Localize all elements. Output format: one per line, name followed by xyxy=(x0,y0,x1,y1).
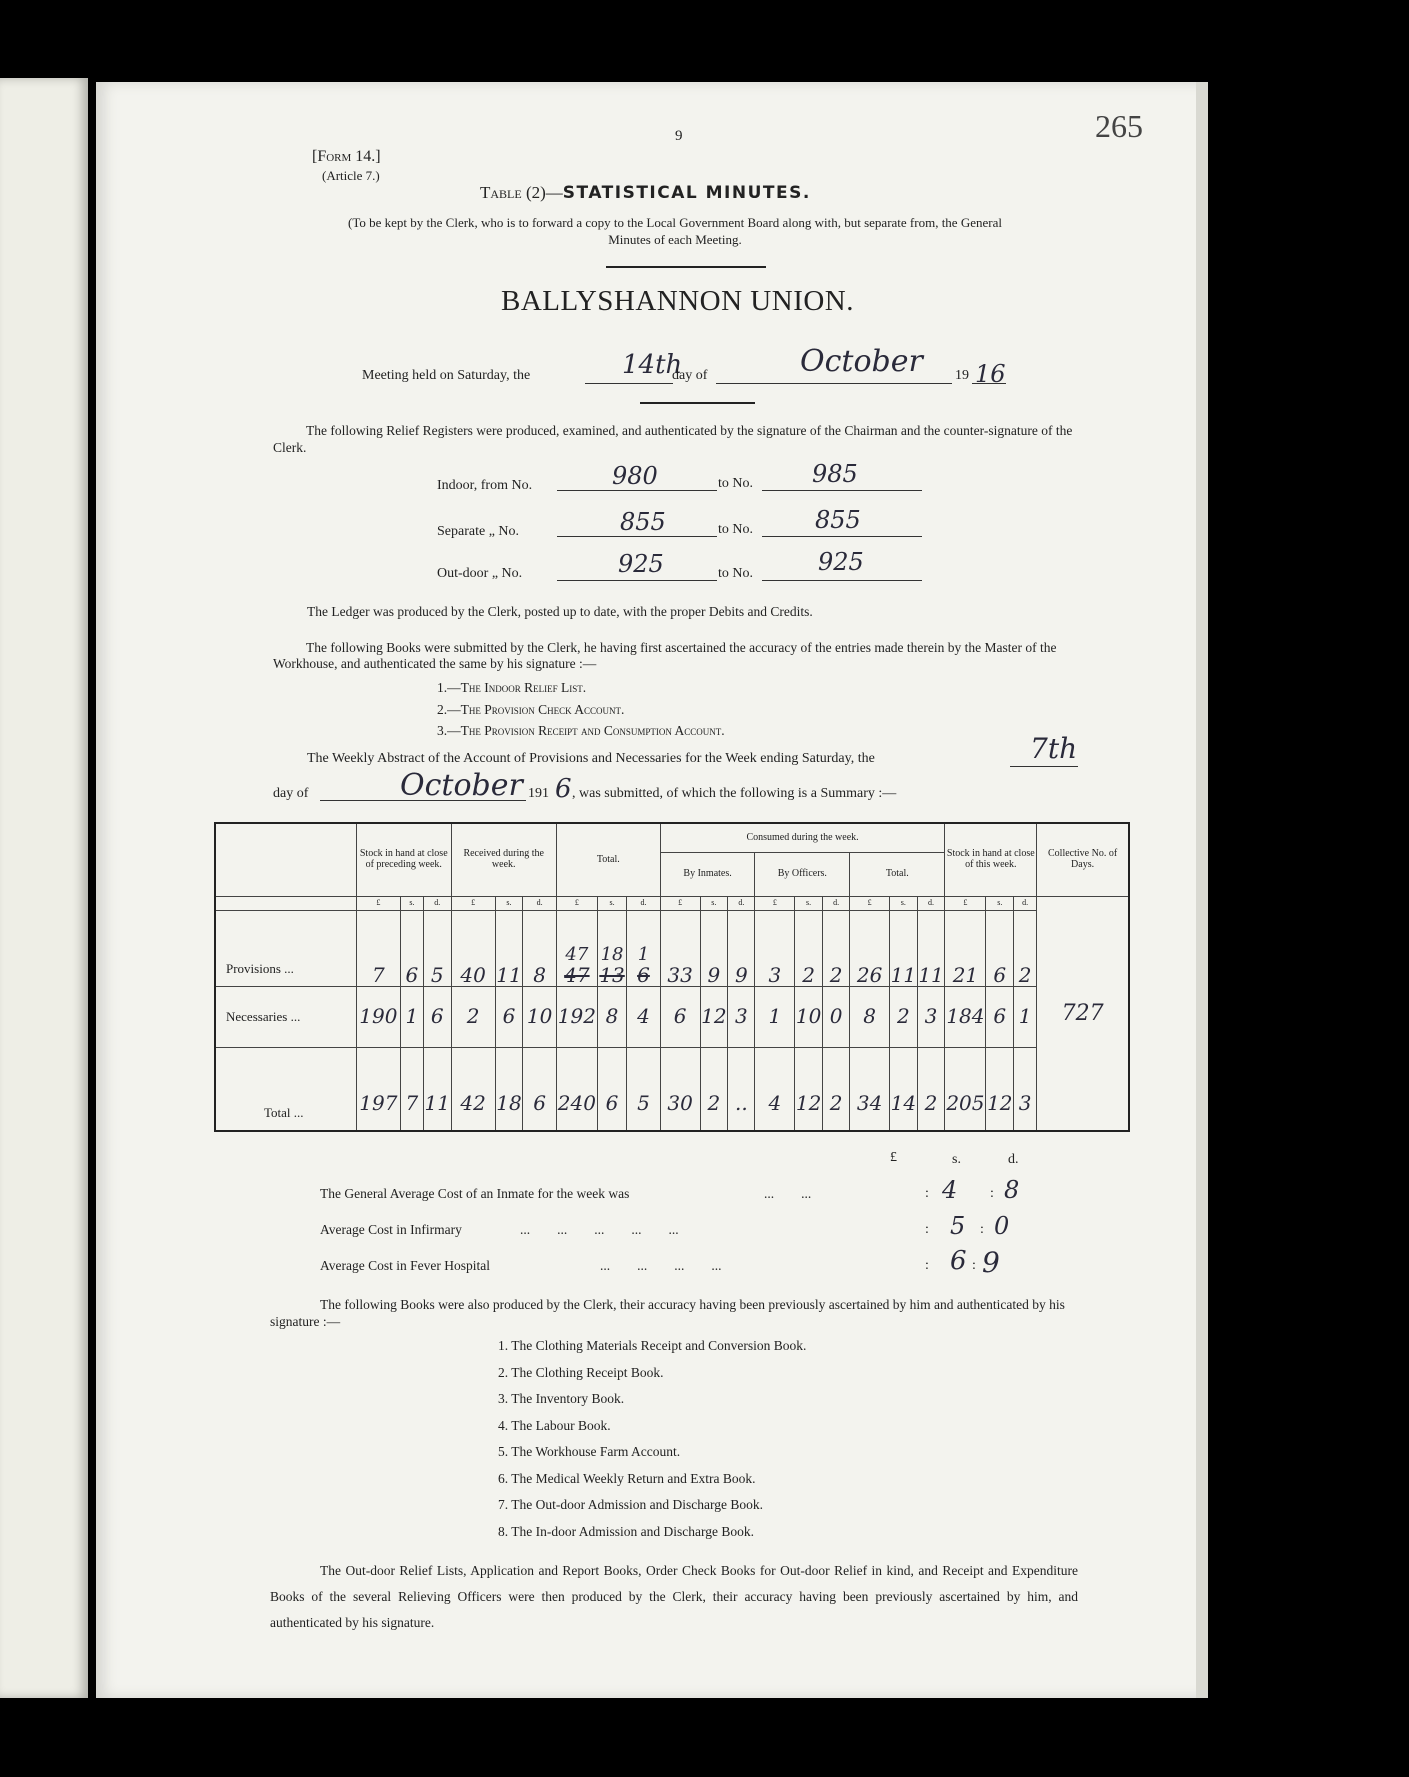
cell-value: 30 xyxy=(660,1047,700,1131)
cell-value: 7 xyxy=(400,1047,423,1131)
header-received: Received during the week. xyxy=(451,823,556,896)
clerk-books-intro: The following Books were also produced by the Clerk, their accuracy having been previously ascertained by him and authenticated by his signature :— xyxy=(270,1297,1065,1329)
unit-pence: d. xyxy=(822,896,849,911)
register-outdoor-to: 925 xyxy=(818,548,864,576)
cell-value xyxy=(597,911,626,986)
weekly-day: 7th xyxy=(1030,732,1078,765)
register-separate-to: 855 xyxy=(815,506,861,534)
meeting-day-of: day of xyxy=(672,368,708,383)
unit-shilling: s. xyxy=(400,896,423,911)
register-indoor-from: 980 xyxy=(612,462,658,490)
unit-pence: d. xyxy=(627,896,661,911)
cell-value: 2 xyxy=(1014,911,1037,986)
cell-value: 40 xyxy=(451,911,495,986)
header-by-inmates: By Inmates. xyxy=(660,852,755,896)
cell-value: 5 xyxy=(423,911,451,986)
clerk-books-list xyxy=(498,1338,806,1550)
cost-fever-colon2: : xyxy=(972,1258,976,1273)
header-stock-prev: Stock in hand at close of preceding week. xyxy=(356,823,451,896)
cell-value: 9 xyxy=(728,911,755,986)
header-by-officers: By Officers. xyxy=(755,852,850,896)
divider-top xyxy=(606,266,766,268)
header-collective: Collective No. of Days. xyxy=(1037,823,1129,896)
cell-value: 12 xyxy=(700,986,728,1047)
register-outdoor-from-line xyxy=(557,580,717,581)
cell-value: 18 xyxy=(495,1047,523,1131)
unit-pound: £ xyxy=(451,896,495,911)
cell-value: 2 xyxy=(822,1047,849,1131)
weekly-year-suffix: 6 xyxy=(555,774,572,804)
cell-value: 11 xyxy=(917,911,945,986)
unit-shilling: s. xyxy=(597,896,626,911)
meeting-year-prefix: 19 xyxy=(955,368,969,383)
register-outdoor-to-label: to No. xyxy=(718,566,753,581)
cell-value: 6 xyxy=(986,911,1014,986)
cost-general-pence: 8 xyxy=(1004,1176,1020,1204)
cell-value: 12 xyxy=(986,1047,1014,1131)
total-pence: 6 xyxy=(637,962,650,987)
header-consumed: Consumed during the week. xyxy=(660,823,945,852)
cell-value: 6 xyxy=(423,986,451,1047)
header-consumed-total: Total. xyxy=(850,852,945,896)
cell-value: 2 xyxy=(917,1047,945,1131)
cell-value: 3 xyxy=(728,986,755,1047)
cell-value: 1 xyxy=(1014,986,1037,1047)
cell-value: 34 xyxy=(850,1047,890,1131)
cell-value: .. xyxy=(728,1047,755,1131)
row-label-necessaries: Necessaries ... xyxy=(215,986,356,1047)
register-indoor-to-line xyxy=(762,490,922,491)
row-necessaries xyxy=(215,986,1129,1047)
header-total: Total. xyxy=(556,823,660,896)
form-article: (Article 7.) xyxy=(322,168,380,183)
register-indoor-label: Indoor, from No. xyxy=(437,478,533,493)
cost-unit-pence: d. xyxy=(1008,1152,1019,1167)
cost-infirmary-pence: 0 xyxy=(994,1212,1010,1240)
cell-value: 10 xyxy=(795,986,823,1047)
page-edge xyxy=(1196,82,1208,1698)
cell-value: 240 xyxy=(556,1047,597,1131)
cell-value: 33 xyxy=(660,911,700,986)
table-title xyxy=(480,183,811,203)
row-total xyxy=(215,1047,1129,1131)
master-book-2: 2.—The Provision Check Account. xyxy=(437,702,625,717)
header-blank xyxy=(215,823,356,896)
cell-value: 192 xyxy=(556,986,597,1047)
cell-value: 6 xyxy=(660,986,700,1047)
clerk-book-item: 8. The In-door Admission and Discharge Book. xyxy=(498,1523,754,1539)
weekly-suffix: , was submitted, of which the following is a Summary :— xyxy=(572,786,897,801)
cell-value: 6 xyxy=(495,986,523,1047)
unit-pound: £ xyxy=(850,896,890,911)
register-outdoor-to-line xyxy=(762,580,922,581)
cost-infirmary-colon: : xyxy=(925,1222,929,1237)
register-indoor-to: 985 xyxy=(812,460,858,488)
clerk-book-item: 6. The Medical Weekly Return and Extra Book. xyxy=(498,1470,756,1486)
row-label-total: Total ... xyxy=(215,1047,356,1131)
clerk-book-item: 3. The Inventory Book. xyxy=(498,1391,625,1406)
units-row xyxy=(215,896,1129,911)
title-prefix: Table (2)— xyxy=(480,183,563,202)
clerk-book-item: 5. The Workhouse Farm Account. xyxy=(498,1444,681,1459)
meeting-prefix: Meeting held on Saturday, the xyxy=(362,368,531,383)
summary-table xyxy=(214,822,1130,1132)
collective-cell xyxy=(1037,896,1129,1131)
master-book-3: 3.—The Provision Receipt and Consumption Account. xyxy=(437,723,725,738)
header-stock-close: Stock in hand at close of this week. xyxy=(945,823,1037,896)
cost-unit-shilling: s. xyxy=(952,1152,961,1167)
union-name: BALLYSHANNON UNION. xyxy=(501,285,854,317)
meeting-month: October xyxy=(800,344,923,379)
title-main: STATISTICAL MINUTES. xyxy=(562,183,811,203)
cell-value: 2 xyxy=(795,911,823,986)
clerk-book-item: 2. The Clothing Receipt Book. xyxy=(498,1364,664,1380)
cell-value: 6 xyxy=(597,1047,626,1131)
weekly-day-line xyxy=(1010,766,1078,767)
weekly-abstract-text: The Weekly Abstract of the Account of Provisions and Necessaries for the Week ending Saturday, the xyxy=(307,751,875,766)
unit-pence: d. xyxy=(523,896,557,911)
cost-fever-colon: : xyxy=(925,1258,929,1273)
cell-value: 6 xyxy=(986,986,1014,1047)
row-provisions xyxy=(215,911,1129,986)
register-separate-from: 855 xyxy=(620,508,666,536)
unit-pence: d. xyxy=(1014,896,1037,911)
master-book-1: 1.—The Indoor Relief List. xyxy=(437,680,587,695)
cost-infirmary-shillings: 5 xyxy=(950,1212,966,1240)
cell-value: 8 xyxy=(597,986,626,1047)
cell-value: 3 xyxy=(917,986,945,1047)
register-indoor-from-line xyxy=(557,490,717,491)
unit-blank xyxy=(215,896,356,911)
cell-value: 14 xyxy=(889,1047,917,1131)
cost-infirmary-dots: ... ... ... ... ... xyxy=(520,1222,679,1237)
cell-value: 5 xyxy=(627,1047,661,1131)
cell-value: 10 xyxy=(523,986,557,1047)
register-separate-to-line xyxy=(762,536,922,537)
unit-shilling: s. xyxy=(700,896,728,911)
cell-value: 0 xyxy=(822,986,849,1047)
closing-text: The Out-door Relief Lists, Application and Report Books, Order Check Books for Out-door Relief in kind, and Receipt and Expenditure Books of the several Relieving Officers were then produced by the Clerk, their accuracy having been previously ascertained by him, and authenticated by his signature. xyxy=(270,1563,1078,1630)
divider-meeting xyxy=(640,402,755,404)
total-correction-pence: 1 xyxy=(637,944,650,966)
cost-unit-pound: £ xyxy=(890,1150,897,1165)
cell-value: 11 xyxy=(495,911,523,986)
cell-value xyxy=(627,911,661,986)
total-correction-pound: 47 xyxy=(565,944,589,966)
cell-value: 2 xyxy=(451,986,495,1047)
unit-pence: d. xyxy=(728,896,755,911)
cost-general-label: The General Average Cost of an Inmate for the week was xyxy=(320,1186,630,1201)
cell-value: 4 xyxy=(627,986,661,1047)
register-separate-to-label: to No. xyxy=(718,522,753,537)
weekly-year-prefix: 191 xyxy=(528,786,549,801)
cost-infirmary-colon2: : xyxy=(980,1222,984,1237)
cell-value: 197 xyxy=(356,1047,400,1131)
ledger-text: The Ledger was produced by the Clerk, posted up to date, with the proper Debits and Credits. xyxy=(307,604,813,619)
cell-value: 3 xyxy=(1014,1047,1037,1131)
clerk-book-item: 1. The Clothing Materials Receipt and Conversion Book. xyxy=(498,1338,807,1353)
cost-infirmary-label: Average Cost in Infirmary xyxy=(320,1222,462,1237)
cell-value: 7 xyxy=(356,911,400,986)
meeting-day: 14th xyxy=(622,350,683,380)
cost-fever-pence: 9 xyxy=(982,1246,1000,1279)
register-indoor-to-label: to No. xyxy=(718,476,753,491)
cost-fever-dots: ... ... ... ... xyxy=(600,1258,722,1273)
register-outdoor-label: Out-door „ No. xyxy=(437,566,523,581)
register-separate-from-line xyxy=(557,536,717,537)
unit-pence: d. xyxy=(917,896,945,911)
unit-pound: £ xyxy=(556,896,597,911)
cell-value: 6 xyxy=(400,911,423,986)
form-label: [Form 14.] xyxy=(312,148,381,165)
cost-general-dots: ... ... xyxy=(764,1186,812,1201)
cost-fever-shillings: 6 xyxy=(950,1246,967,1276)
unit-pound: £ xyxy=(356,896,400,911)
unit-shilling: s. xyxy=(986,896,1014,911)
cell-value xyxy=(556,911,597,986)
unit-pence: d. xyxy=(423,896,451,911)
cell-value: 190 xyxy=(356,986,400,1047)
instruction-text: (To be kept by the Clerk, who is to forward a copy to the Local Government Board along with, but separate from, the General Minutes of each Meeting. xyxy=(348,215,1002,247)
folio-number: 265 xyxy=(1095,108,1143,144)
cell-value: 205 xyxy=(945,1047,986,1131)
cell-value: 11 xyxy=(423,1047,451,1131)
total-shilling: 13 xyxy=(599,962,625,987)
meeting-day-line xyxy=(585,383,673,384)
unit-shilling: s. xyxy=(795,896,823,911)
register-separate-label: Separate „ No. xyxy=(437,524,520,539)
cell-value: 9 xyxy=(700,911,728,986)
registers-intro: The following Relief Registers were produced, examined, and authenticated by the signature of the Chairman and the counter-signature of the Clerk. xyxy=(273,423,1073,455)
clerk-book-item: 4. The Labour Book. xyxy=(498,1417,611,1433)
weekly-day-prefix: day of xyxy=(273,786,309,801)
clerk-book-item: 7. The Out-door Admission and Discharge Book. xyxy=(498,1497,763,1512)
weekly-month: October xyxy=(400,768,523,803)
cell-value: 2 xyxy=(700,1047,728,1131)
unit-shilling: s. xyxy=(495,896,523,911)
cell-value: 4 xyxy=(755,1047,795,1131)
unit-pound: £ xyxy=(660,896,700,911)
cell-value: 2 xyxy=(889,986,917,1047)
register-outdoor-from: 925 xyxy=(618,550,664,578)
cell-value: 42 xyxy=(451,1047,495,1131)
cell-value: 1 xyxy=(400,986,423,1047)
cell-value: 26 xyxy=(850,911,890,986)
cell-value: 12 xyxy=(795,1047,823,1131)
previous-page-edge xyxy=(0,78,88,1698)
total-pound: 47 xyxy=(564,962,590,987)
cell-value: 8 xyxy=(850,986,890,1047)
row-label-provisions: Provisions ... xyxy=(215,911,356,986)
unit-shilling: s. xyxy=(889,896,917,911)
cell-value: 21 xyxy=(945,911,986,986)
meeting-year-suffix: 16 xyxy=(975,360,1006,388)
cell-value: 1 xyxy=(755,986,795,1047)
cost-general-colon2: : xyxy=(990,1186,994,1201)
books-intro: The following Books were submitted by the Clerk, he having first ascertained the accuracy of the entries made therein by the Master of the Workhouse, and authenticated the same by his signature :— xyxy=(273,640,1057,671)
collective-days-value: 727 xyxy=(1061,1000,1104,1026)
total-correction-shilling: 18 xyxy=(600,944,624,966)
page-number: 9 xyxy=(675,128,683,144)
cell-value: 11 xyxy=(889,911,917,986)
cell-value: 184 xyxy=(945,986,986,1047)
unit-pound: £ xyxy=(755,896,795,911)
cell-value: 8 xyxy=(523,911,557,986)
cost-general-shillings: 4 xyxy=(942,1176,958,1204)
cost-fever-label: Average Cost in Fever Hospital xyxy=(320,1258,490,1273)
cell-value: 3 xyxy=(755,911,795,986)
unit-pound: £ xyxy=(945,896,986,911)
cell-value: 6 xyxy=(523,1047,557,1131)
cost-general-colon: : xyxy=(925,1186,929,1201)
cell-value: 2 xyxy=(822,911,849,986)
meeting-month-line xyxy=(716,383,952,384)
